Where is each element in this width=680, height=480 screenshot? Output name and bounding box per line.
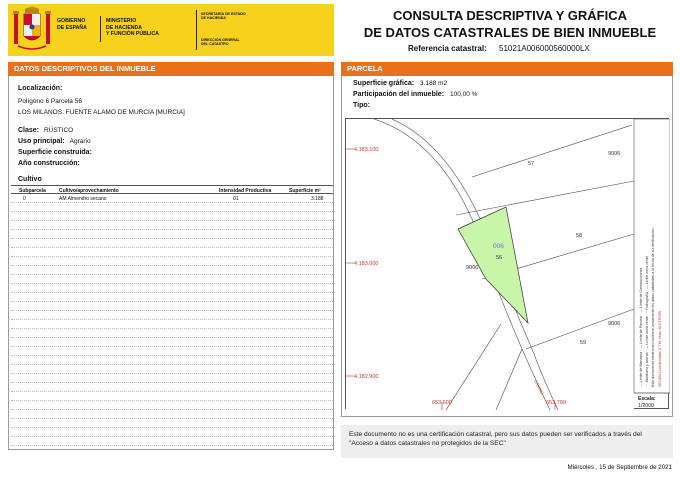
government-header-band <box>8 4 334 56</box>
legend-line-1: — Límite de Manzana · — Límite de Parcela · — Límite de Construcciones <box>639 267 643 387</box>
clase-field: Clase: RÚSTICO <box>18 127 74 134</box>
cell-superficie: 3.188 <box>311 195 324 202</box>
road-label: CAMINO <box>533 379 546 396</box>
localizacion-line2: LOS MILANOS. FUENTE ALAMO DE MURCIA [MURCIA] <box>18 109 185 116</box>
table-row-empty <box>11 401 333 410</box>
y-coord-label: 4.183.100 <box>354 147 379 153</box>
x-coord-label: 653.700 <box>546 400 566 406</box>
datos-descriptivos-panel <box>8 62 334 450</box>
table-row-empty <box>11 437 333 446</box>
ministry-text: MINISTERIO DE HACIENDA Y FUNCIÓN PÚBLICA <box>106 18 159 37</box>
table-row-empty <box>11 428 333 437</box>
tipo-field: Tipo: <box>353 102 370 109</box>
superficie-grafica-field: Superficie gráfica: 3.188 m2 <box>353 80 448 87</box>
table-row-empty <box>11 257 333 266</box>
table-row-empty <box>11 383 333 392</box>
referencia-catastral <box>408 44 590 53</box>
table-row-empty <box>11 356 333 365</box>
cultivo-heading: Cultivo <box>18 176 42 183</box>
gobierno-espana-text: GOBIERNO DE ESPAÑA <box>57 18 87 31</box>
cell-cultivo: AM Almendro secano <box>59 195 107 202</box>
header-divider <box>100 16 101 42</box>
direccion-text: DIRECCIÓN GENERAL DEL CATASTRO <box>201 38 240 47</box>
disclaimer-note: Este documento no es una certificación catastral, pero sus datos pueden ser verificados a través del "Acceso a datos catastrales no protegidos de la SEC" <box>341 425 673 458</box>
document-title: CONSULTA DESCRIPTIVA Y GRÁFICA <box>392 8 627 23</box>
document-date: Miércoles , 15 de Septiembre de 2021 <box>567 464 672 471</box>
table-row-empty <box>11 248 333 257</box>
col-subparcela: Subparcela <box>19 187 46 194</box>
y-coord-label: 4.182.900 <box>354 374 379 380</box>
table-row-empty <box>11 239 333 248</box>
legend-utm-line: 653.800 Coordenadas U.T.M. Huso 30 ETRS89 <box>658 311 662 387</box>
table-row-empty <box>11 374 333 383</box>
cadastral-map[interactable] <box>345 118 669 409</box>
legend-line-2: ··· Mobiliario y aceras · — Límite zona verde · ~ Hidrografía · — Limite zona verde <box>645 255 649 387</box>
cell-intensidad: 01 <box>233 195 239 202</box>
parcel-label-58: 58 <box>576 233 583 239</box>
localizacion-label: Localización: <box>18 85 63 92</box>
map-canvas[interactable] <box>346 119 670 410</box>
table-row-empty <box>11 410 333 419</box>
table-row-empty <box>11 203 333 212</box>
table-row <box>11 194 333 203</box>
scale-value: 1/2000 <box>638 403 654 409</box>
superficie-construida-field: Superficie construida: <box>18 149 92 156</box>
col-cultivo: Cultivo/aprovechamiento <box>59 187 119 194</box>
parcel-label-57: 57 <box>528 161 535 167</box>
parcel-label-9006: 9006 <box>466 265 479 271</box>
parcel-label-56: 56 <box>496 255 503 261</box>
table-row-empty <box>11 347 333 356</box>
parcel-label-59: 59 <box>580 340 587 346</box>
col-intensidad: Intensidad Productiva <box>219 187 272 194</box>
participacion-field: Participación del inmueble: 100,00 % <box>353 91 478 98</box>
scale-label: Escala: <box>638 396 656 402</box>
referencia-label: Referencia catastral: <box>408 44 487 53</box>
table-row-empty <box>11 419 333 428</box>
subparcel-label: 006 <box>493 243 504 250</box>
table-row-empty <box>11 275 333 284</box>
localizacion-line1: Polígono 6 Parcela 56 <box>18 98 82 105</box>
header-divider <box>196 10 197 50</box>
table-row-empty <box>11 329 333 338</box>
y-coord-label: 4.183.000 <box>354 261 379 267</box>
table-row-empty <box>11 230 333 239</box>
table-row-empty <box>11 221 333 230</box>
parcel-label-9006: 9006 <box>608 151 621 157</box>
uso-principal-field: Uso principal: Agrario <box>18 138 91 145</box>
table-row-empty <box>11 266 333 275</box>
col-superficie: Superficie m² <box>289 187 321 194</box>
table-row-empty <box>11 311 333 320</box>
table-row-empty <box>11 212 333 221</box>
referencia-value[interactable]: 51021A006000560000LX <box>499 44 590 53</box>
cultivo-table-header <box>11 185 333 194</box>
document-subtitle: DE DATOS CATASTRALES DE BIEN INMUEBLE <box>363 25 657 40</box>
secretaria-text: SECRETARÍA DE ESTADO DE HACIENDA <box>201 12 246 21</box>
anio-construccion-field: Año construcción: <box>18 160 80 167</box>
cell-subparcela: 0 <box>23 195 26 202</box>
coat-of-arms-icon <box>12 6 52 54</box>
table-row-empty <box>11 293 333 302</box>
table-row-empty <box>11 284 333 293</box>
table-row-empty <box>11 365 333 374</box>
table-row-empty <box>11 338 333 347</box>
parcel-label-9006: 9006 <box>608 321 621 327</box>
x-coord-label: 653.600 <box>432 400 452 406</box>
legend-line-3: Este documento electrónico contiene únicamente los datos catastrales a la fecha de su certificación. <box>651 227 655 387</box>
panel-title-parcela: PARCELA <box>341 62 673 76</box>
panel-title-datos: DATOS DESCRIPTIVOS DEL INMUEBLE <box>8 62 334 76</box>
table-row-empty <box>11 302 333 311</box>
table-row-empty <box>11 392 333 401</box>
table-row-empty <box>11 320 333 329</box>
